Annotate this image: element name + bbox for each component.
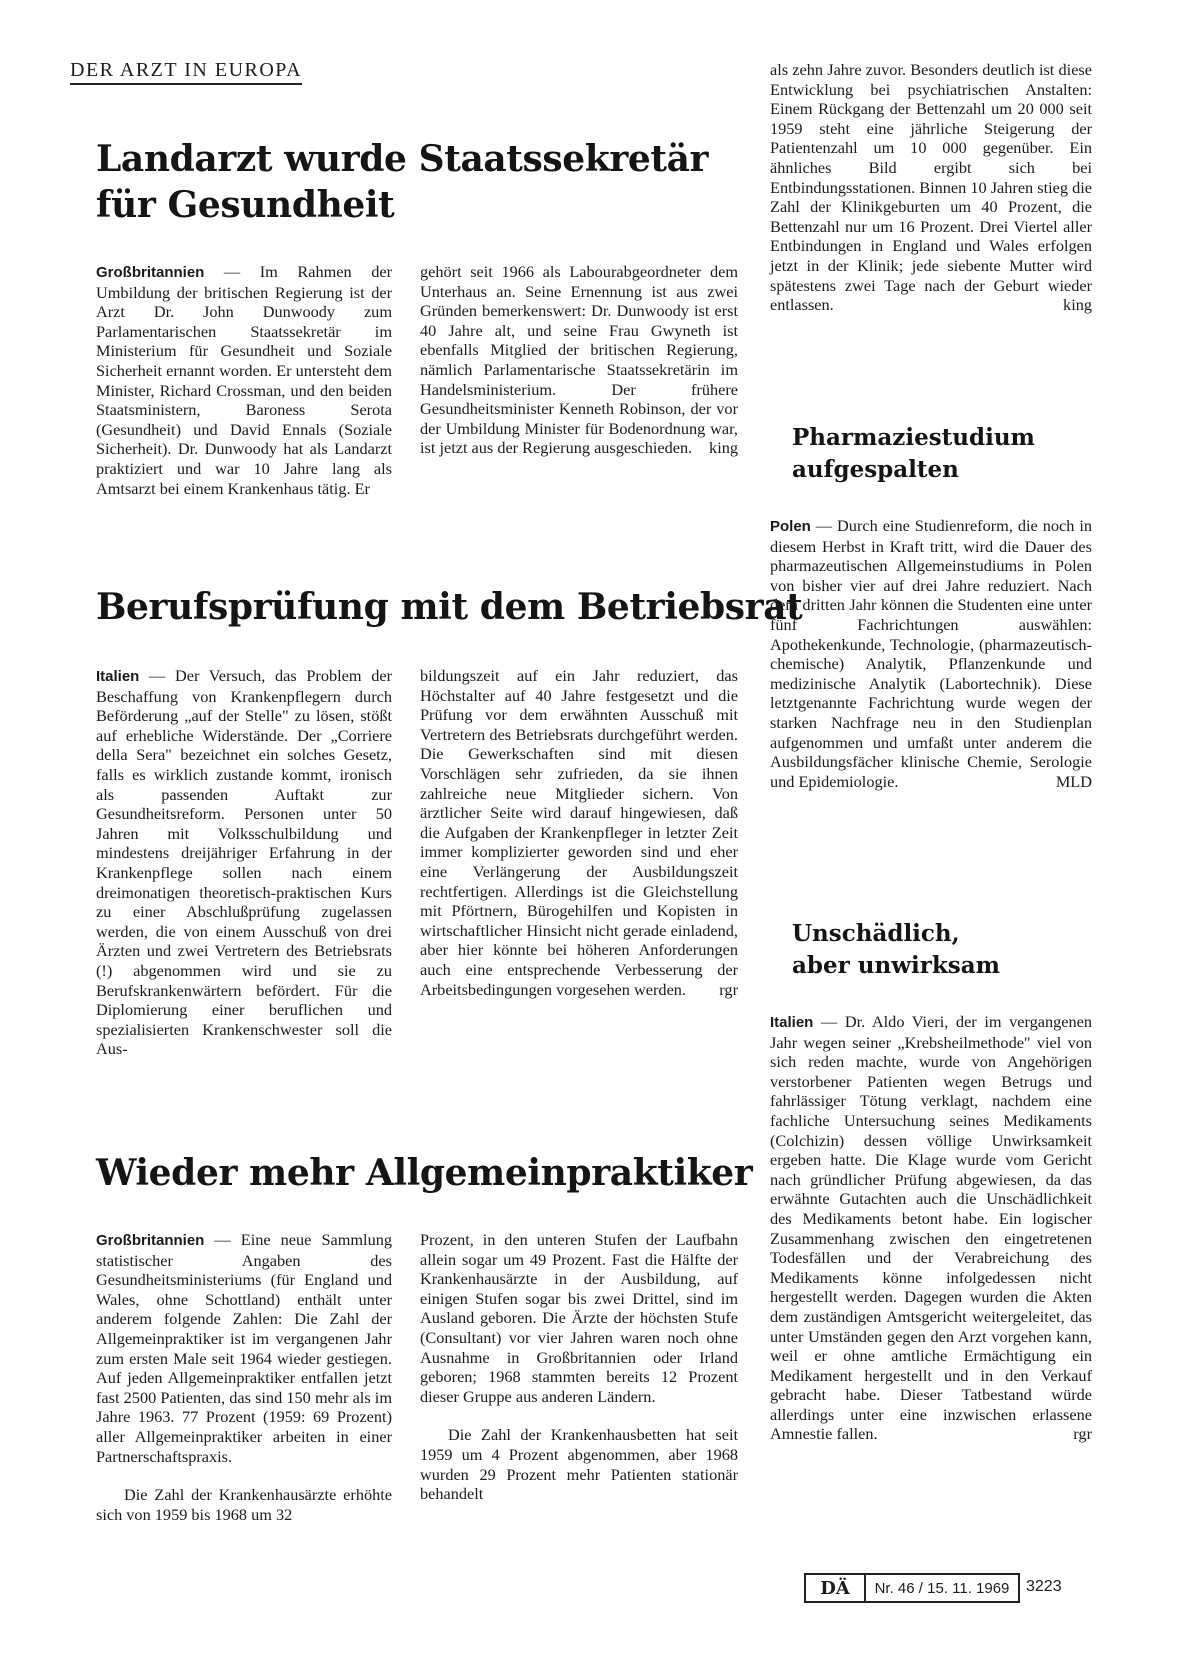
article-1-lead: Großbritannien <box>96 264 205 281</box>
journal-logo: DÄ <box>804 1573 866 1603</box>
article-5-title-line-2: aber unwirksam <box>792 952 1000 979</box>
article-5-signature: rgr <box>1073 1424 1092 1444</box>
article-1-title-line-2: für Gesundheit <box>96 184 395 226</box>
article-1-text-1: — Im Rahmen der Umbildung der britischen Regierung ist der Arzt Dr. John Dunwoody zum Parlamentarischen Staatssekretär im Ministerium für Gesundheit und Soziale Sicherheit ernannt worden. Er untersteht dem Minister, Richard Crossman, und den beiden Staatsministern, Baroness Serota (Gesundheit) und David Ennals (Soziale Sicherheit). Dr. Dunwoody hat als Landarzt praktiziert und war 10 Jahre lang als Amtsarzt bei einem Krankenhaus tätig. Er <box>96 262 392 498</box>
issue-info: Nr. 46 / 15. 11. 1969 <box>866 1573 1020 1603</box>
article-5-text: — Dr. Aldo Vieri, der im vergangenen Jahr wegen seiner „Krebsheilmethode" viel von sich reden machte, wurde von Angehörigen verstorbener Patienten wegen Betrugs und fahrlässiger Tötung verklagt, nachdem eine fachliche Untersuchung seines Medikaments (Colchizin) dessen völlige Unwirksamkeit ergeben hatte. Die Klage wurde vom Gericht nach gründlicher Prüfung abgewiesen, da das erwähnte Gutachten auch die Unschädlichkeit des Medikaments betont habe. Ein logischer Zusammenhang zwischen den eingetretenen Todesfällen und der Verabreichung des Medikaments könne infolgedessen nicht hergestellt werden. Dagegen wurden die Akten dem zuständigen Amtsgericht weitergeleitet, das unter Umständen gegen den Arzt vorgehen kann, weil er ohne amtliche Ermächtigung ein Medikament hergestellt und in den Verkauf gebracht habe. Dieser Tatbestand würde allerdings unter eine inzwischen erlassene Amnestie fallen. <box>770 1012 1092 1444</box>
article-1-text-2: gehört seit 1966 als Labourabgeordneter dem Unterhaus an. Seine Ernennung ist aus zwei Gründen bemerkenswert: Dr. Dunwoody ist erst 40 Jahre alt, und seine Frau Gwyneth ist ebenfalls Mitglied der britischen Regierung, nämlich Parlamentarische Staatssekretärin im Handelsministerium. Der frühere Gesundheitsminister Kenneth Robinson, der vor der Umbildung Minister für Bodenordnung war, ist jetzt aus der Regierung ausgeschieden. <box>420 262 738 458</box>
article-3-column-1 <box>96 1230 392 1524</box>
article-1-column-2 <box>420 262 738 458</box>
article-5-body <box>770 1012 1092 1444</box>
article-4-body <box>770 516 1092 791</box>
article-3-text-1a: — Eine neue Sammlung statistischer Angaben des Gesundheitsministeriums (für England und Wales, ohne Schottland) enthält unter anderem folgende Zahlen: Die Zahl der Allgemeinpraktiker ist im vergangenen Jahr zum ersten Male seit 1964 wieder gestiegen. Auf jeden Allgemeinpraktiker entfallen jetzt fast 2500 Patienten, das sind 150 mehr als im Jahre 1963. 77 Prozent (1959: 69 Prozent) aller Allgemeinpraktiker arbeiten in einer Partnerschaftspraxis. <box>96 1230 392 1466</box>
article-3-text-2a: Prozent, in den unteren Stufen der Laufbahn allein sogar um 49 Prozent. Fast die Hälfte der Krankenhausärzte in der Ausbildung, auf einigen Stufen sogar bis zwei Drittel, sind im Ausland geboren. Die Ärzte der höchsten Stufe (Consultant) vor vier Jahren waren noch ohne Ausnahme in Großbritannien oder Irland geboren; 1968 stammten bereits 12 Prozent dieser Gruppe aus anderen Ländern. <box>420 1230 738 1406</box>
article-5-lead: Italien <box>770 1014 814 1031</box>
article-4-lead: Polen <box>770 518 811 535</box>
article-1-title <box>96 136 708 228</box>
article-2-text-2: bildungszeit auf ein Jahr reduziert, das Höchstalter auf 40 Jahre festgesetzt und die Prüfung vor dem erwähnten Ausschuß mit Vertretern des Betriebsrats durchgeführt werden. Die Gewerkschaften sind mit diesen Vorschlägen sehr zufrieden, da sie ihnen zahlreiche neue Mitglieder sichern. Von ärztlicher Seite wird darauf hingewiesen, daß die Aufgaben der Krankenpfleger in letzter Zeit immer komplizierter geworden sind und eher eine Verlängerung der Ausbildungszeit rechtfertigen. Allerdings ist die Gleichstellung mit Pförtnern, Bürogehilfen und Kopisten in wirtschaftlicher Hinsicht nicht gerade einladend, aber hier könnte bei höheren Anforderungen auch eine entsprechende Verbesserung der Arbeitsbedingungen vorgesehen werden. <box>420 666 738 999</box>
article-3-column-2 <box>420 1230 738 1504</box>
article-2-lead: Italien <box>96 668 140 685</box>
article-4-title-line-2: aufgespalten <box>792 456 959 483</box>
article-3-column-3 <box>770 60 1092 315</box>
section-label: DER ARZT IN EUROPA <box>70 58 302 85</box>
footer-issue-box <box>804 1573 1020 1603</box>
article-3-text-3: als zehn Jahre zuvor. Besonders deutlich ist diese Entwicklung bei psychiatrischen Anstalten: Einem Rückgang der Bettenzahl um 20 000 seit 1959 steht eine jährliche Steigerung der Patientenzahl um 10 000 gegenüber. Ein ähnliches Bild ergibt sich bei Entbindungsstationen. Binnen 10 Jahren stieg die Zahl der Klinikgeburten um 40 Prozent, die Bettenzahl nur um 16 Prozent. Drei Viertel aller Entbindungen in England und Wales erfolgen jetzt in der Klinik; jede siebente Mutter wird spätestens zwei Tage nach der Geburt wieder entlassen. <box>770 60 1092 315</box>
article-5-title <box>792 918 1000 982</box>
article-3-text-2b: Die Zahl der Krankenhausbetten hat seit 1959 um 4 Prozent abgenommen, aber 1968 wurden 29 Prozent mehr Patienten stationär behandelt <box>420 1425 738 1504</box>
article-4-title <box>792 422 1035 486</box>
article-3-signature: king <box>1063 295 1092 315</box>
article-5-title-line-1: Unschädlich, <box>792 920 960 947</box>
article-2-title: Berufsprüfung mit dem Betriebsrat <box>96 586 803 628</box>
article-1-title-line-1: Landarzt wurde Staatssekretär <box>96 138 709 180</box>
article-4-text: — Durch eine Studienreform, die noch in diesem Herbst in Kraft tritt, wird die Dauer des pharmazeutischen Allgemeinstudiums in Polen von bisher vier auf drei Jahre reduziert. Nach dem dritten Jahr können die Studenten eine unter fünf Fachrichtungen auswählen: Apothekenkunde, Technologie, (pharmazeutisch-chemische) Analytik, Pflanzenkunde und medizinische Analytik (Labortechnik). Diese letztgenannte Fachrichtung wurde wegen der starken Nachfrage neu in den Studienplan aufgenommen und umfaßt unter anderem die Ausbildungsfächer klinische Chemie, Serologie und Epidemiologie. <box>770 516 1092 791</box>
article-1-column-1 <box>96 262 392 498</box>
article-2-text-1: — Der Versuch, das Problem der Beschaffung von Krankenpflegern durch Beförderung „auf der Stelle" zu lösen, stößt auf erhebliche Widerstände. Der „Corriere della Sera" bezeichnet ein solches Gesetz, falls es wirklich zustande kommt, ironisch als passenden Auftakt zur Gesundheitsreform. Personen unter 50 Jahren mit Volksschulbildung und mindestens dreijähriger Erfahrung in der Krankenpflege sollen nach einem dreimonatigen theoretisch-praktischen Kurs zu einer Abschlußprüfung zugelassen werden, die von einem Ausschuß von drei Ärzten und zwei Vertretern des Betriebsrats (!) abgenommen wird und sie zu Berufskrankenwärtern befördert. Für die Diplomierung einer beruflichen und spezialisierten Krankenschwester soll die Aus- <box>96 666 392 1059</box>
article-1-signature: king <box>709 438 738 458</box>
article-4-title-line-1: Pharmaziestudium <box>792 424 1035 451</box>
article-2-column-1 <box>96 666 392 1059</box>
page-number: 3223 <box>1026 1578 1062 1595</box>
article-4-signature: MLD <box>1055 771 1092 791</box>
article-2-column-2 <box>420 666 738 999</box>
article-2-signature: rgr <box>719 979 738 999</box>
article-3-title: Wieder mehr Allgemeinpraktiker <box>96 1152 753 1194</box>
article-3-text-1b: Die Zahl der Krankenhausärzte erhöhte sich von 1959 bis 1968 um 32 <box>96 1485 392 1524</box>
article-3-lead: Großbritannien <box>96 1232 205 1249</box>
